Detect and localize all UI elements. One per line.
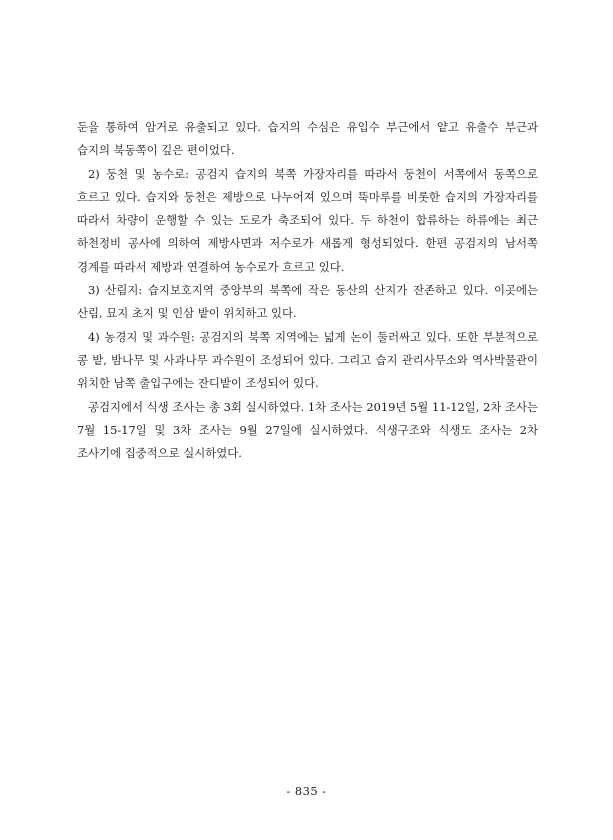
paragraph-farmland-orchard: 4) 농경지 및 과수원: 공검지의 북쪽 지역에는 넓게 논이 둘러싸고 있다. 또한 부분적으로 콩 밭, 밤나무 및 사과나무 과수원이 조성되어 있다. 그리고 습지 관리사무소와 역사박물관이 위치한 남쪽 출입구에는 잔디밭이 조성되어 있다. [77, 329, 538, 391]
paragraph-stream-and-canal: 2) 둥천 및 농수로: 공검지 습지의 북쪽 가장자리를 따라서 둥천이 서쪽에서 동쪽으로 흐르고 있다. 습지와 둥천은 제방으로 나누어져 있으며 뚝마루를 비롯한 습지의 가장자리를 따라서 차량이 운행할 수 있는 도로가 축조되어 있다. 두 하천이 합류하는 하류에는 최근 하천정비 공사에 의하여 제방사면과 저수로가 새롭게 형성되었다. 한편 공검지의 남서쪽 경계를 따라서 제방과 연결하여 농수로가 흐르고 있다. [77, 166, 538, 274]
paragraph-forest: 3) 산림지: 습지보호지역 중앙부의 북쪽에 작은 동산의 산지가 잔존하고 있다. 이곳에는 산림, 묘지 초지 및 인삼 밭이 위치하고 있다. [77, 283, 538, 321]
page-number: - 835 - [286, 784, 327, 798]
paragraph-vegetation-survey: 공검지에서 식생 조사는 총 3회 실시하였다. 1차 조사는 2019년 5월 11-12일, 2차 조사는 7월 15-17일 및 3차 조사는 9월 27일에 실시하였다. 식생구조와 식생도 조사는 2차 조사기에 집중적으로 실시하였다. [77, 399, 538, 461]
body-text [77, 116, 538, 465]
paragraph-continuation: 둔을 통하여 암거로 유출되고 있다. 습지의 수심은 유입수 부근에서 얕고 유출수 부근과 습지의 북동쪽이 깊은 편이었다. [77, 120, 538, 158]
